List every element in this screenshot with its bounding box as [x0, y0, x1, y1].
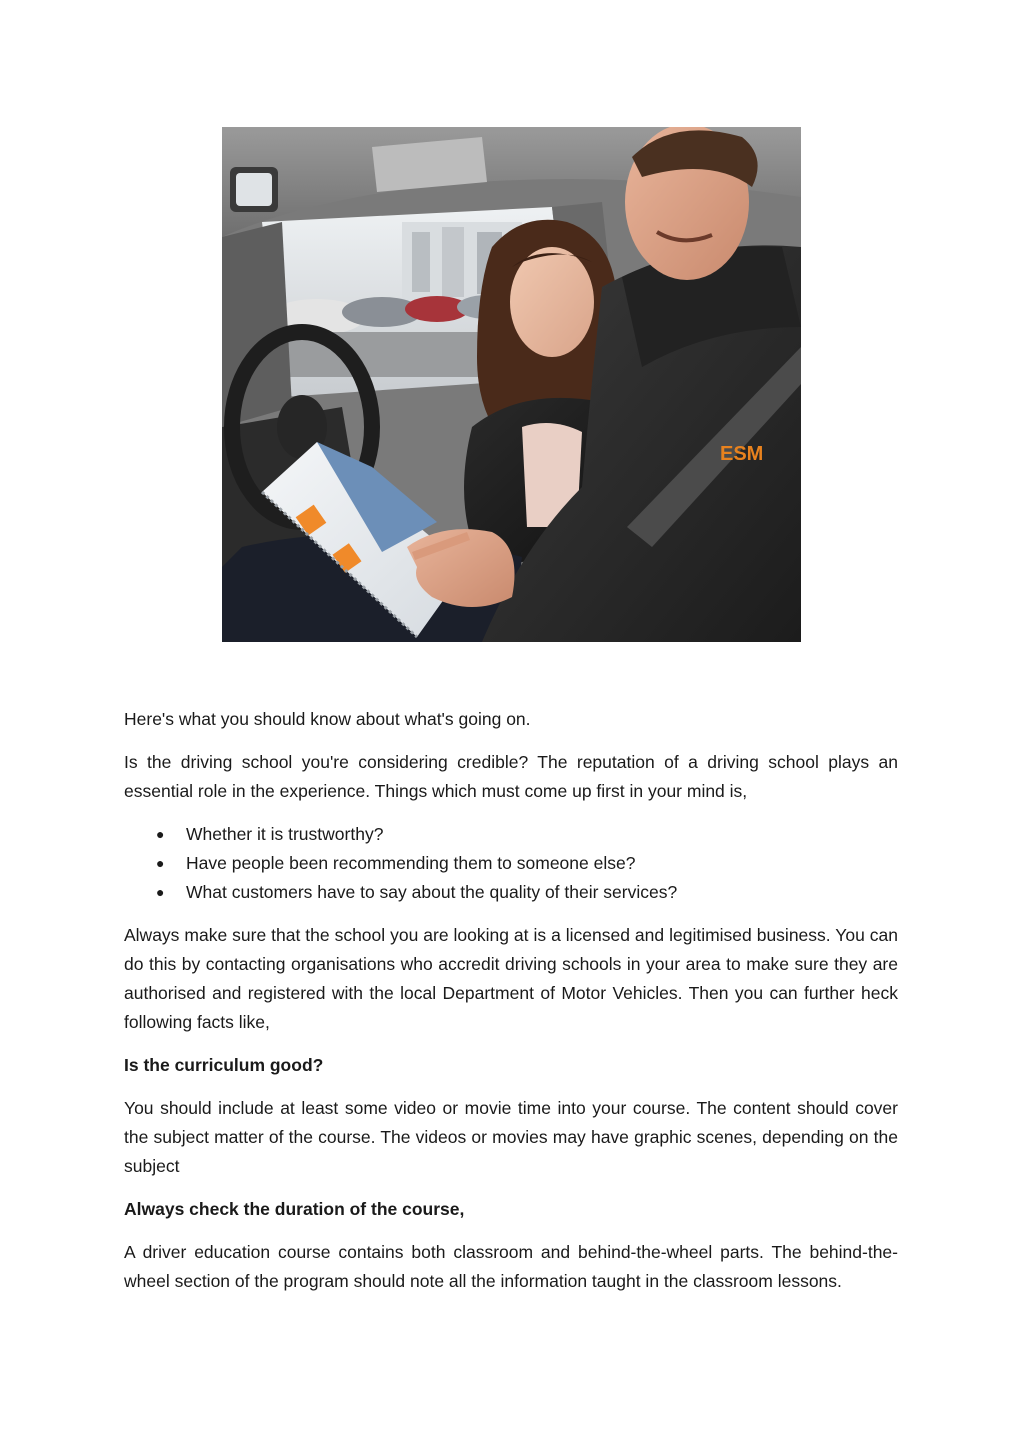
- intro-paragraph: Here's what you should know about what's going on.: [124, 709, 531, 729]
- duration-paragraph: A driver education course contains both classroom and behind-the-wheel parts. The behind-the-wheel section of the program should note all the information taught in the classroom lessons.: [124, 1242, 898, 1291]
- list-item: [124, 849, 898, 878]
- licensing-paragraph: Always make sure that the school you are looking at is a licensed and legitimised business. You can do this by contacting organisations who accredit driving schools in your area to make sure they are authorised and registered with the local Department of Motor Vehicles. Then you can further heck following facts like,: [124, 925, 898, 1032]
- credibility-checklist: [124, 820, 898, 907]
- driving-lesson-photo: [222, 127, 801, 642]
- list-item: [124, 820, 898, 849]
- curriculum-heading: Is the curriculum good?: [124, 1055, 324, 1075]
- list-item-text: What customers have to say about the quality of their services?: [186, 882, 678, 902]
- list-item-text: Have people been recommending them to someone else?: [186, 853, 636, 873]
- list-item: [124, 878, 898, 907]
- svg-text:ESM: ESM: [720, 443, 764, 465]
- bullet-marker: ●: [156, 826, 165, 842]
- curriculum-paragraph: You should include at least some video or movie time into your course. The content should cover the subject matter of the course. The videos or movies may have graphic scenes, depending on the subject: [124, 1098, 898, 1176]
- article-body: [124, 705, 898, 1310]
- bullet-marker: ●: [156, 884, 165, 900]
- bullet-marker: ●: [156, 855, 165, 871]
- duration-heading: Always check the duration of the course,: [124, 1199, 465, 1219]
- list-item-text: Whether it is trustworthy?: [186, 824, 384, 844]
- credibility-paragraph: Is the driving school you're considering credible? The reputation of a driving school plays an essential role in the experience. Things which must come up first in your mind is,: [124, 752, 898, 801]
